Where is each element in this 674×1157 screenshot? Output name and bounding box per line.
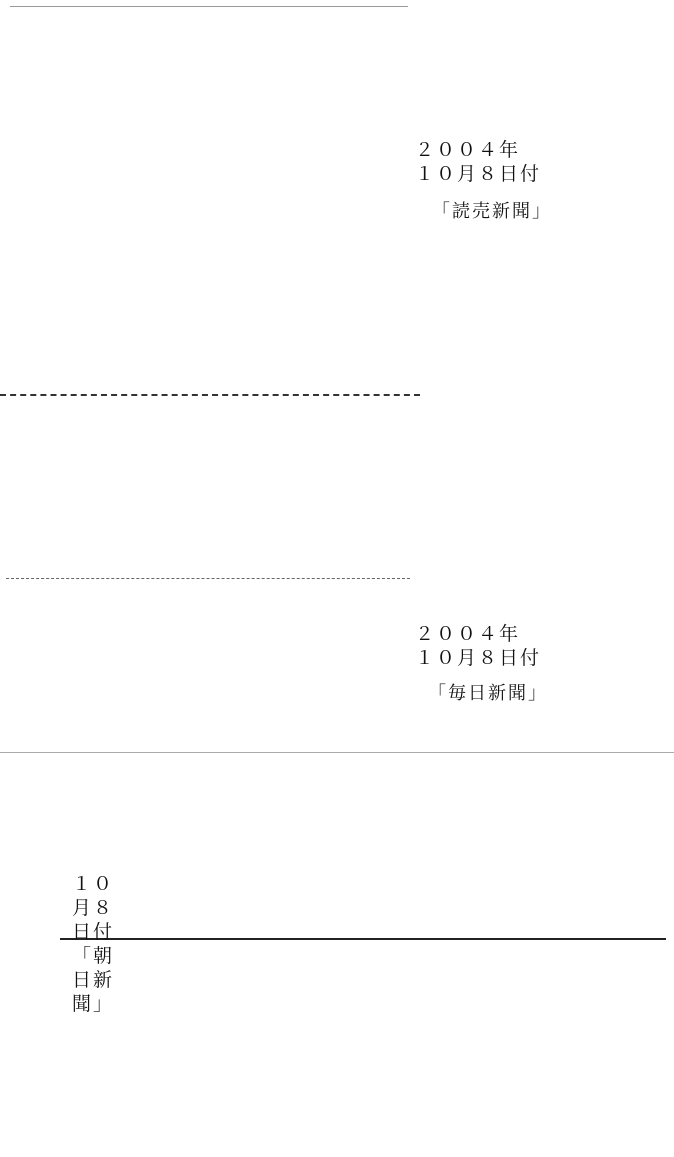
yomiuri-source-date: ２００４年 １０月８日付 bbox=[415, 139, 542, 185]
asahi-source: １０月８日付「朝日新聞」 bbox=[72, 873, 115, 1015]
section-divider bbox=[0, 752, 674, 753]
mainichi-source-date: ２００４年 １０月８日付 bbox=[415, 623, 542, 669]
clipping-top-edge bbox=[10, 6, 408, 7]
mainichi-source-paper: 「毎日新聞」 bbox=[428, 683, 548, 704]
column-break bbox=[6, 578, 410, 579]
yomiuri-source-paper: 「読売新聞」 bbox=[432, 201, 552, 222]
cut-line bbox=[0, 394, 420, 396]
asahi-column-rule bbox=[60, 938, 666, 940]
